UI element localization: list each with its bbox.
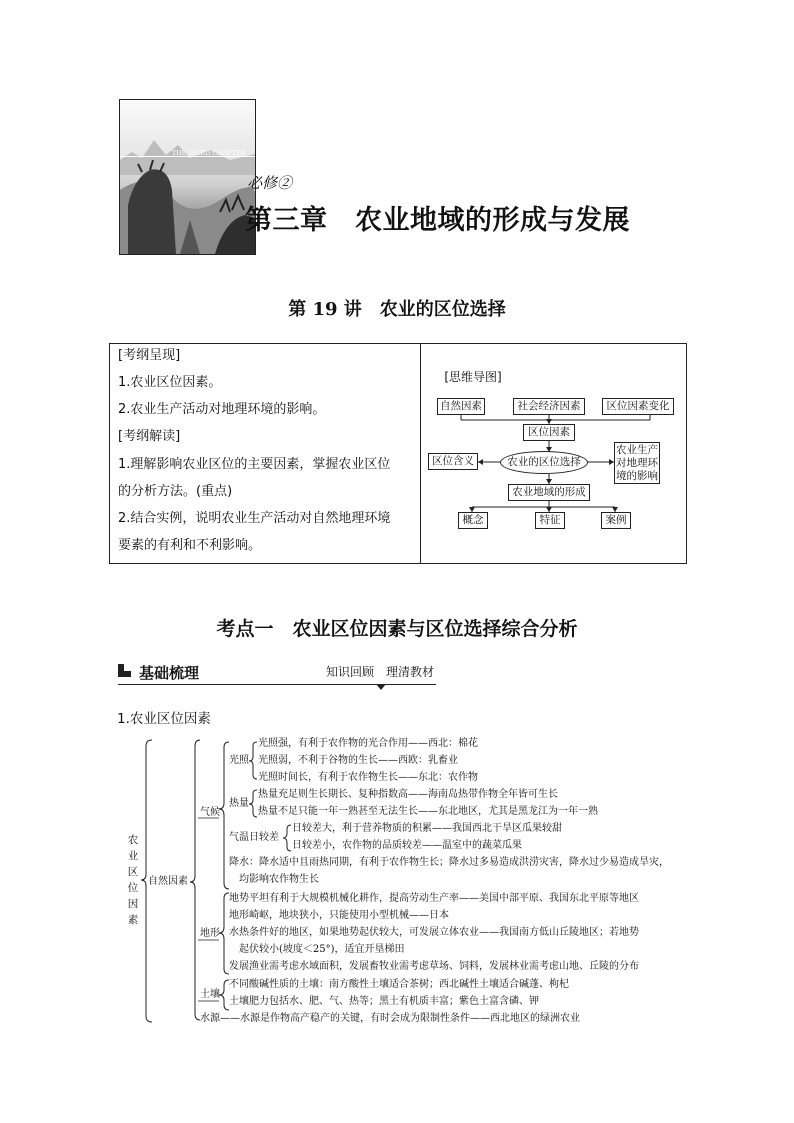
mindmap-node-impact bbox=[614, 442, 660, 484]
syllabus-item: 1.农业区位因素。 bbox=[118, 375, 222, 390]
mindmap-node-change: 区位因素变化 bbox=[602, 398, 674, 415]
outline-line: 地形崎岖，地块狭小，只能使用小型机械——日本 bbox=[229, 910, 449, 921]
lecture-title: 第 19 讲 农业的区位选择 bbox=[288, 299, 506, 320]
basics-title: 基础梳理 bbox=[139, 664, 200, 682]
root-label bbox=[127, 832, 139, 928]
outline-line: 热量充足则生长期长、复种指数高——海南岛热带作物全年皆可生长 bbox=[258, 789, 558, 800]
outline-line: 光照弱，不利于谷物的生长——西欧：乳畜业 bbox=[258, 755, 458, 766]
light-label: 光照 bbox=[229, 755, 249, 766]
outline-line: 不同酸碱性质的土壤：南方酸性土壤适合茶树；西北碱性土壤适合碱蓬、枸杞 bbox=[229, 979, 569, 990]
mindmap-node-natural: 自然因素 bbox=[437, 398, 485, 415]
outline-line: 光照强，有利于农作物的光合作用——西北：棉花 bbox=[258, 738, 478, 749]
basics-underline bbox=[118, 684, 436, 685]
mindmap-node-case: 案例 bbox=[601, 512, 631, 529]
root-char: 因 bbox=[127, 898, 139, 910]
outline-line: 热量不足只能一年一熟甚至无法生长——东北地区，尤其是黑龙江为一年一熟 bbox=[258, 806, 598, 817]
module-label: 必修② bbox=[247, 174, 293, 192]
outline-line: 发展渔业需考虑水域面积，发展畜牧业需考虑草场、饲料，发展林业需考虑山地、丘陵的分布 bbox=[229, 961, 639, 972]
mindmap-node-feature: 特征 bbox=[535, 512, 565, 529]
root-char: 位 bbox=[127, 882, 139, 894]
outline-line: 降水：降水适中且雨热同期，有利于农作物生长；降水过多易造成洪涝灾害，降水过少易造成旱灾， bbox=[229, 857, 669, 868]
mindmap-node-factors: 区位因素 bbox=[523, 424, 575, 441]
syllabus-head-present: [考纲呈现] bbox=[118, 348, 181, 363]
syllabus-box bbox=[109, 343, 687, 564]
section-title: 考点一 农业区位因素与区位选择综合分析 bbox=[216, 618, 578, 640]
root-char: 区 bbox=[127, 866, 139, 878]
mindmap-node-social: 社会经济因素 bbox=[513, 398, 585, 415]
impact-line: 农业生产 bbox=[616, 444, 658, 456]
cover-label: THE THIRD CHAPTER bbox=[172, 149, 246, 157]
outline-heading: 1.农业区位因素 bbox=[117, 711, 211, 727]
section-marker-cut bbox=[124, 664, 131, 671]
outline-line: 光照时间长，有利于农作物生长——东北：农作物 bbox=[258, 772, 478, 783]
mindmap-node-concept: 概念 bbox=[458, 512, 488, 529]
chapter-title: 第三章 农业地域的形成与发展 bbox=[245, 205, 630, 236]
pointer-triangle-icon bbox=[376, 684, 386, 690]
heat-label: 热量 bbox=[229, 798, 249, 809]
outline-line: 水源——水源是作物高产稳产的关键，有时会成为限制性条件——西北地区的绿洲农业 bbox=[200, 1013, 580, 1024]
natural-factors-label: 自然因素 bbox=[148, 876, 188, 887]
soil-label: 土壤 bbox=[200, 989, 220, 1000]
terrain-label: 地形 bbox=[200, 928, 220, 939]
mindmap-node-meaning: 区位含义 bbox=[428, 453, 478, 470]
impact-line: 对地理环 bbox=[616, 457, 658, 469]
root-char: 素 bbox=[127, 914, 139, 926]
syllabus-item: 2.农业生产活动对地理环境的影响。 bbox=[118, 402, 326, 417]
basics-subtitle: 知识回顾 理清教材 bbox=[326, 665, 435, 679]
outline-line: 均影响农作物生长 bbox=[239, 874, 319, 885]
root-char: 农 bbox=[127, 834, 139, 846]
climate-label: 气候 bbox=[200, 807, 220, 818]
mountain-illustration bbox=[120, 100, 255, 254]
chapter-cover-image bbox=[119, 99, 256, 255]
outline-line: 日较差小，农作物的品质较差——温室中的蔬菜瓜果 bbox=[292, 840, 522, 851]
impact-line: 境的影响 bbox=[616, 470, 658, 482]
diurnal-label: 气温日较差 bbox=[229, 832, 279, 843]
outline-line: 水热条件好的地区，如果地势起伏较大，可发展立体农业——我国南方低山丘陵地区；若地势 bbox=[229, 927, 639, 938]
outline-line: 地势平坦有利于大规模机械化耕作，提高劳动生产率——美国中部平原、我国东北平原等地区 bbox=[229, 893, 639, 904]
syllabus-item: 的分析方法。(重点) bbox=[118, 484, 233, 499]
root-char: 业 bbox=[127, 850, 139, 862]
mindmap-node-region: 农业地域的形成 bbox=[508, 484, 590, 501]
mindmap-title: [思维导图] bbox=[444, 370, 502, 384]
syllabus-head-interpret: [考纲解读] bbox=[118, 429, 181, 444]
syllabus-item: 1.理解影响农业区位的主要因素，掌握农业区位 bbox=[118, 457, 391, 472]
mindmap-node-center: 农业的区位选择 bbox=[500, 451, 588, 474]
outline-line: 土壤肥力包括水、肥、气、热等；黑土有机质丰富；紫色土富含磷、钾 bbox=[229, 996, 539, 1007]
syllabus-item: 要素的有利和不利影响。 bbox=[118, 538, 262, 553]
outline-line: 日较差大，利于营养物质的积累——我国西北干旱区瓜果较甜 bbox=[292, 823, 562, 834]
outline-line: 起伏较小(坡度＜25°)，适宜开垦梯田 bbox=[239, 944, 405, 955]
syllabus-item: 2.结合实例，说明农业生产活动对自然地理环境 bbox=[118, 511, 391, 526]
